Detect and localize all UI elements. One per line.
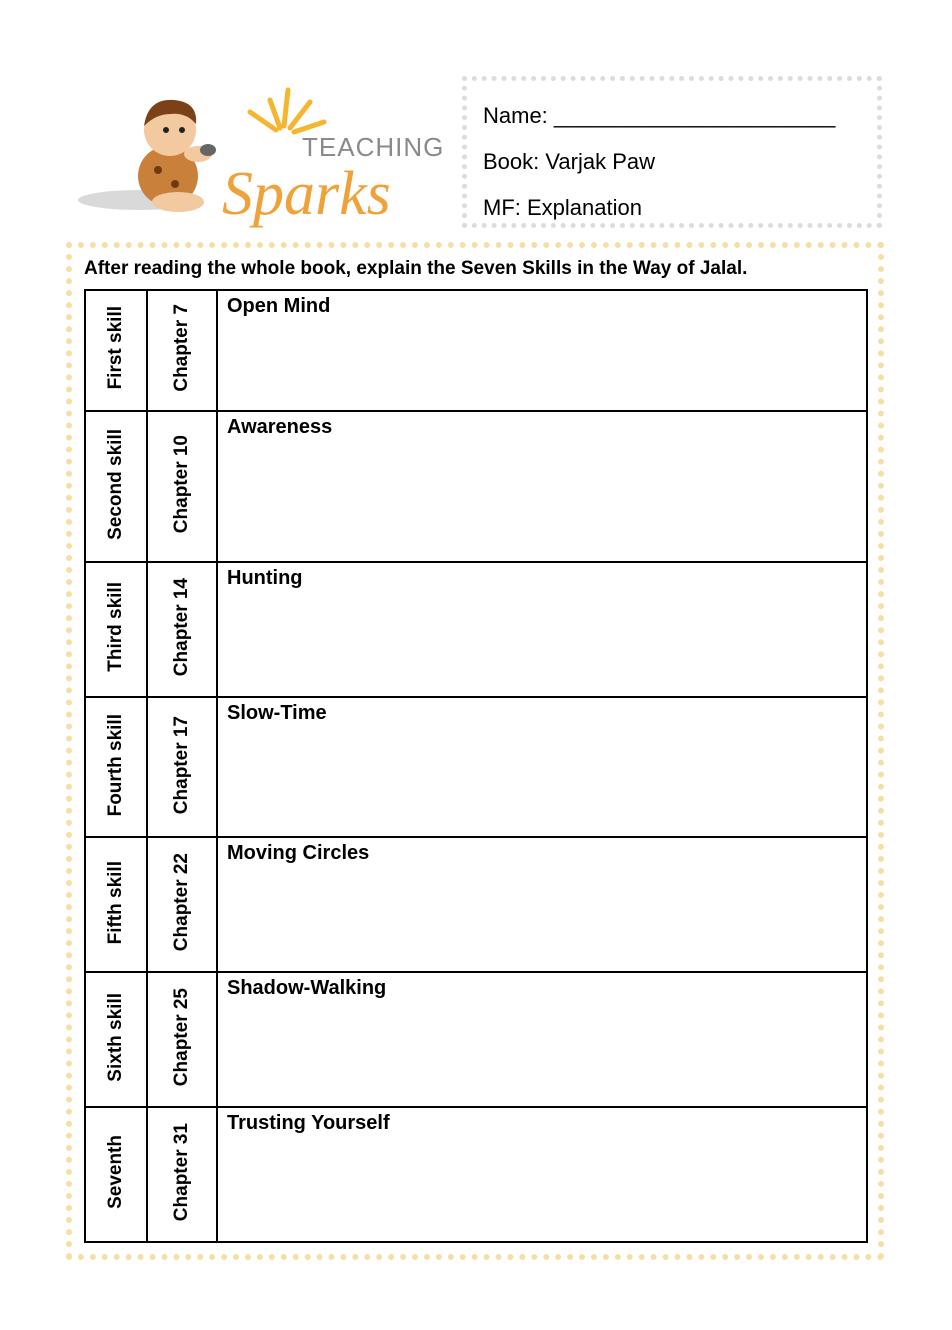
skill-name: Slow-Time: [227, 702, 327, 725]
chapter-cell: [147, 972, 217, 1107]
skill-ordinal-cell: [85, 290, 147, 411]
answer-cell[interactable]: [217, 1107, 867, 1242]
answer-cell[interactable]: [217, 290, 867, 411]
answer-cell[interactable]: [217, 562, 867, 697]
chapter-cell: [147, 1107, 217, 1242]
skill-ordinal-cell: [85, 697, 147, 837]
chapter-cell: [147, 837, 217, 972]
chapter-cell: [147, 697, 217, 837]
chapter-label: Chapter 25: [171, 988, 192, 1087]
mf-label: MF: Explanation: [483, 195, 642, 220]
teaching-sparks-logo: [70, 78, 450, 228]
skill-ordinal: Fifth skill: [105, 860, 126, 945]
answer-cell[interactable]: [217, 411, 867, 562]
book-label: Book: Varjak Paw: [483, 149, 656, 174]
chapter-cell: [147, 562, 217, 697]
skill-name: Open Mind: [227, 295, 331, 317]
skill-ordinal-cell: [85, 562, 147, 697]
skill-name: Awareness: [227, 416, 333, 439]
skill-ordinal-cell: [85, 1107, 147, 1242]
skills-table: [84, 289, 868, 1243]
student-info-box: [462, 76, 882, 228]
chapter-label: Chapter 22: [171, 853, 192, 952]
table-row: [85, 562, 867, 697]
skill-name: Trusting Yourself: [227, 1112, 390, 1135]
skill-ordinal-cell: [85, 972, 147, 1107]
skill-ordinal: Third skill: [105, 582, 126, 673]
chapter-label: Chapter 17: [171, 715, 192, 814]
name-field[interactable]: Name: _______________________: [483, 103, 836, 128]
logo-text-teaching: TEACHING: [302, 132, 445, 162]
skill-ordinal-cell: [85, 837, 147, 972]
chapter-label: Chapter 31: [171, 1122, 192, 1222]
logo-text-sparks: Sparks: [222, 160, 391, 228]
answer-cell[interactable]: [217, 972, 867, 1107]
skill-name: Shadow-Walking: [227, 977, 387, 1000]
skill-ordinal: Fourth skill: [105, 713, 126, 817]
skill-ordinal: Seventh: [105, 1135, 126, 1210]
chapter-cell: [147, 290, 217, 411]
skill-name: Hunting: [227, 567, 303, 590]
skill-ordinal: First skill: [105, 306, 126, 390]
table-row: [85, 1107, 867, 1242]
skill-ordinal-cell: [85, 411, 147, 562]
table-row: [85, 290, 867, 411]
table-row: [85, 697, 867, 837]
chapter-label: Chapter 14: [171, 578, 192, 677]
table-row: [85, 837, 867, 972]
skill-ordinal: Second skill: [105, 428, 126, 540]
answer-cell[interactable]: [217, 837, 867, 972]
instructions-text: After reading the whole book, explain the Seven Skills in the Way of Jalal.: [84, 258, 748, 279]
table-row: [85, 972, 867, 1107]
chapter-label: Chapter 7: [171, 304, 192, 392]
chapter-cell: [147, 411, 217, 562]
answer-cell[interactable]: [217, 697, 867, 837]
chapter-label: Chapter 10: [171, 435, 192, 534]
table-row: [85, 411, 867, 562]
caveman-mascot-icon: [70, 78, 450, 228]
skill-ordinal: Sixth skill: [105, 992, 126, 1082]
skill-name: Moving Circles: [227, 842, 370, 865]
